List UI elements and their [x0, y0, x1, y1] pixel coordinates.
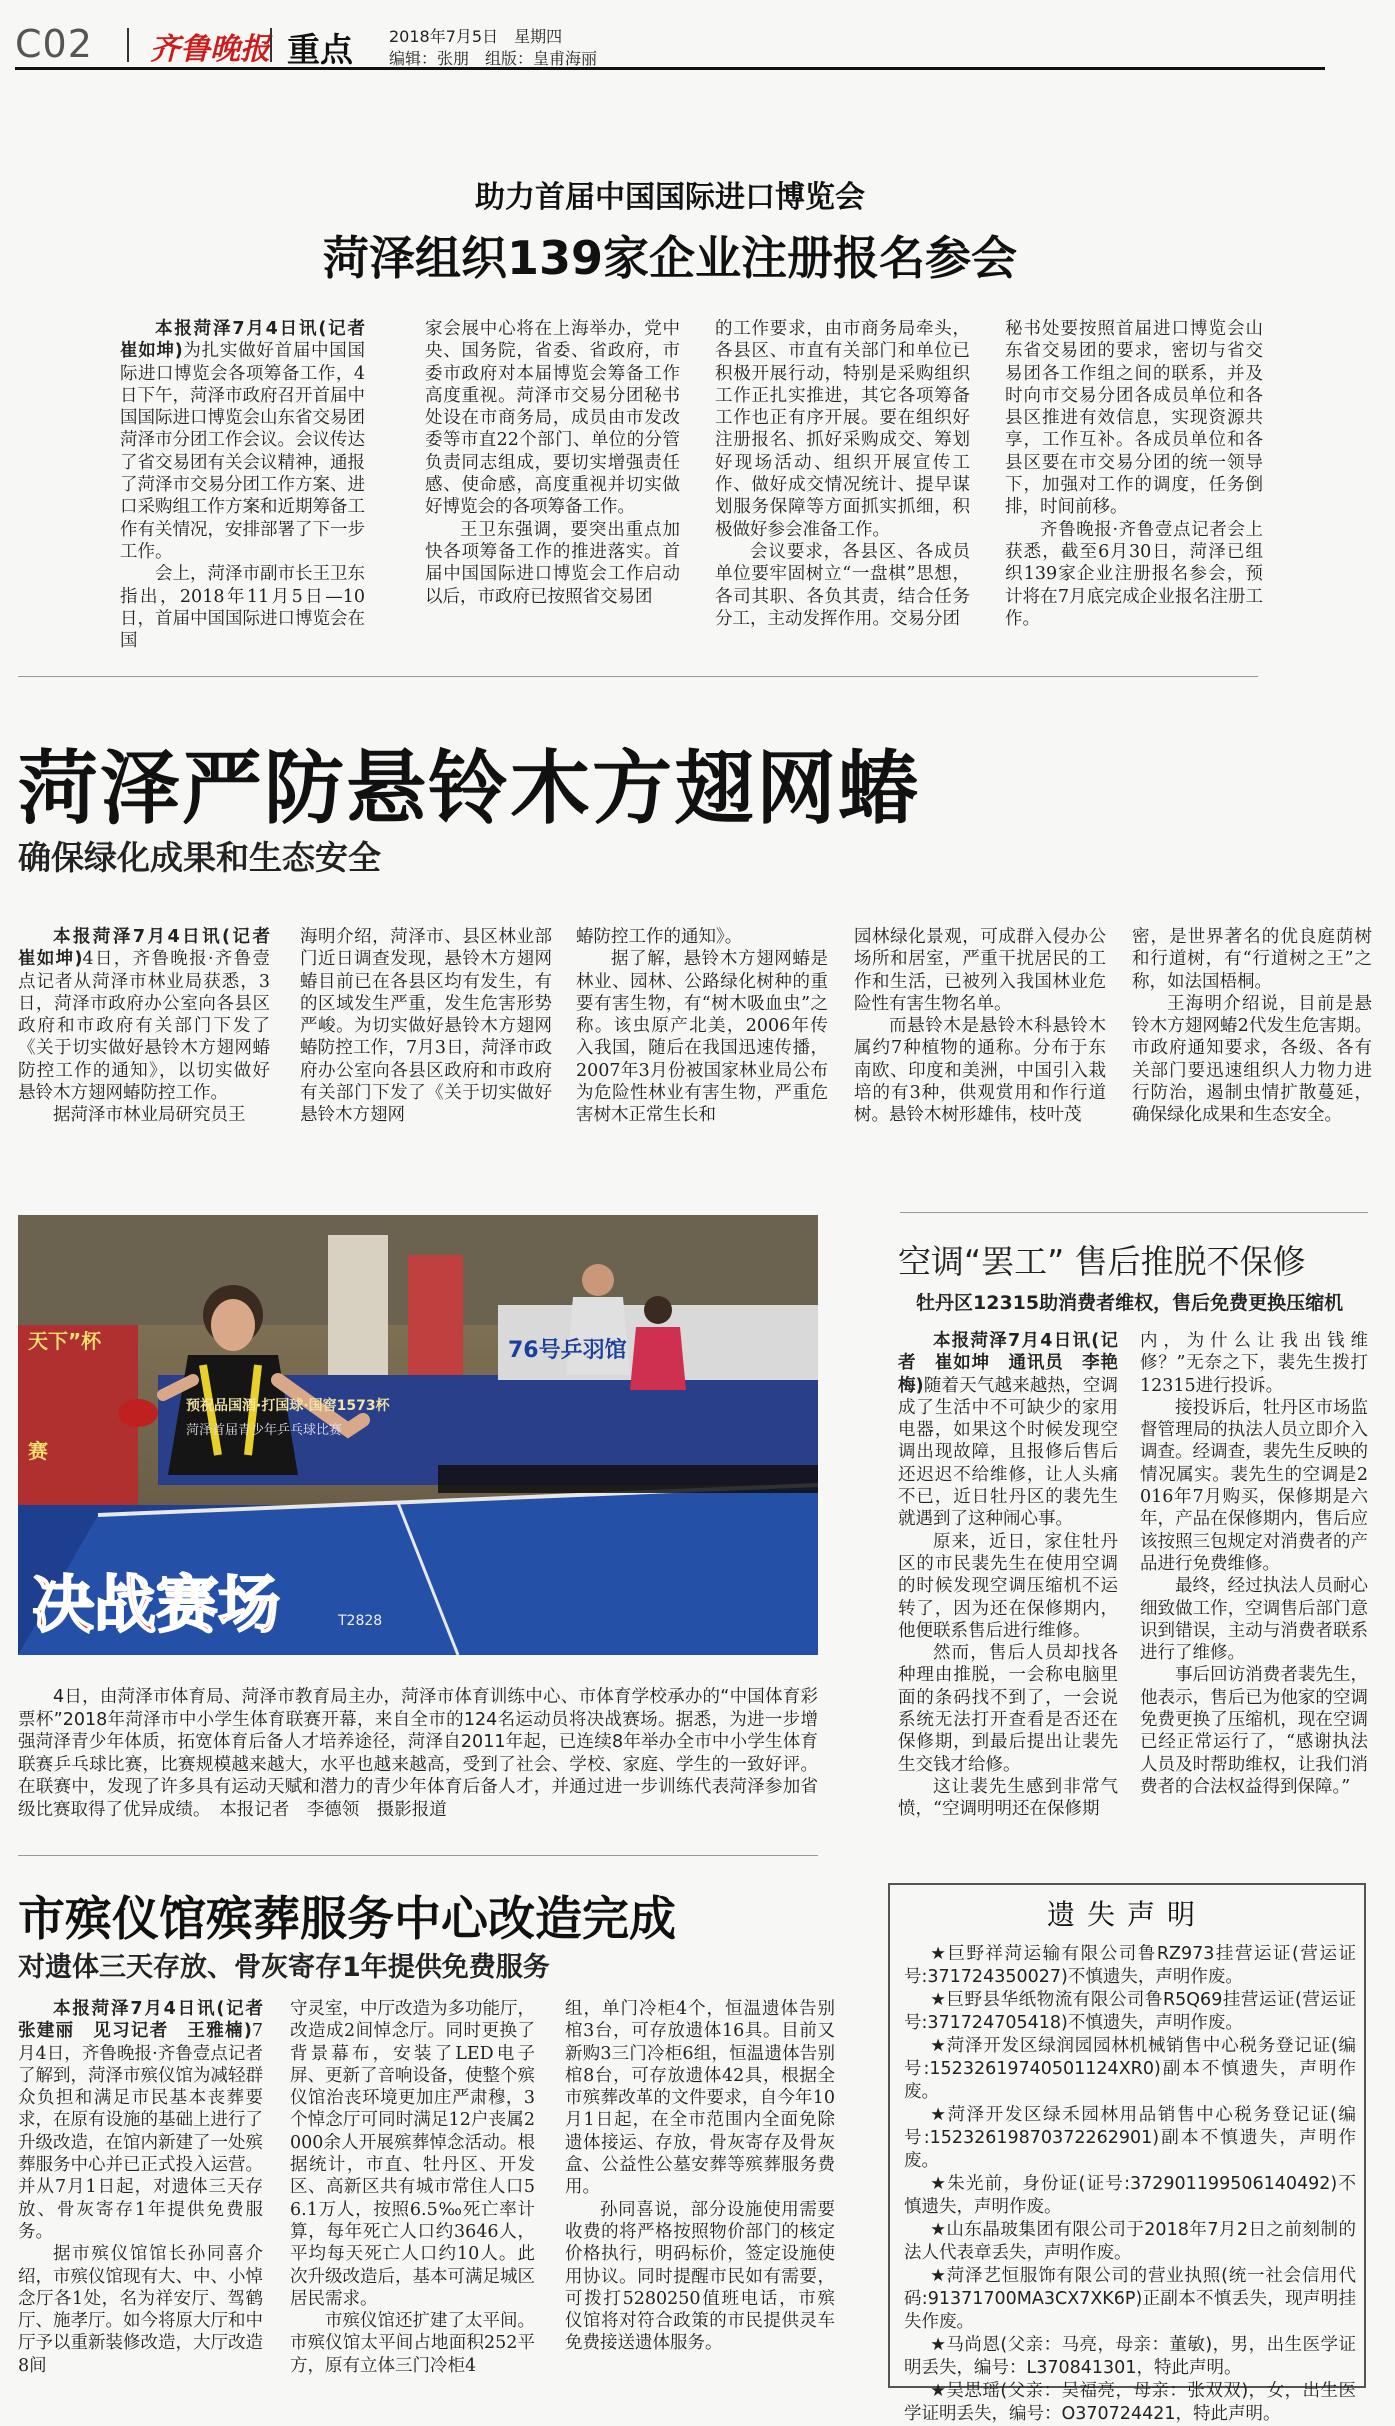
- story4-byline: 本报菏泽7月4日讯(记者 张建丽 见习记者 王雅楠): [18, 1999, 281, 2042]
- story4-column-3: 组，单门冷柜4个，恒温遗体告别棺3台，可存放遗体16具。目前又新购3三门冷柜6组，恒温遗体告别棺8台，可存放遗体42具，根据全市殡葬改革的文件要求，自今年10月1日起，在全市范围内全面免除遗体接运、存放，骨灰寄存及骨灰盒、公益性公墓安葬等殡葬服务费用。 孙同喜说，部分设施使用需要收费的将严格按照物价部门的核定价格执行，明码标价，签定设施使用协议。同时提醒市民如有需要，可拨打5280250值班电话，市殡仪馆将对符合政策的市民提供灵车免费接送遗体服务。: [565, 1999, 835, 2354]
- story1-byline: 本报菏泽7月4日讯(记者 崔如坤): [120, 319, 383, 362]
- story4-column-1: 本报菏泽7月4日讯(记者 张建丽 见习记者 王雅楠)7月4日，齐鲁晚报·齐鲁壹点记者了解到，菏泽市殡仪馆为减轻群众负担和满足市民基本丧葬要求，在原有设施的基础上进行了升级改造，在馆内新建了一处殡葬服务中心并已正式投入运营。并从7月1日起，对遗体三天存放、骨灰寄存1年提供免费服务。 据市殡仪馆馆长孙同喜介绍，市殡仪馆现有大、中、小悼念厅各1处，名为祥安厅、驾鹤厅、施孝厅。如今将原大厅和中厅予以重新装修改造，大厅改造8间: [18, 1999, 281, 2376]
- page-header: [15, 22, 1325, 70]
- venue-sign: 76号乒羽馆: [508, 1338, 627, 1363]
- story4-headline: 市殡仪馆殡葬服务中心改造完成: [18, 1892, 676, 1947]
- racket: [118, 1399, 158, 1427]
- story1-column-3: 的工作要求，由市商务局牵头，各县区、市直有关部门和单位已积极开展行动，特别是采购组织工作正扎实推进，其它各项筹备工作也正有序开展。要在组织好注册报名、抓好采购成交、筹划好现场活动、组织开展宣传工作、做好成交情况统计、提早谋划服务保障等方面抓实抓细，积极做好参会准备工作。 会议要求，各县区、各成员单位要牢固树立“一盘棋”思想，各司其职、各负其责，结合任务分工，主动发挥作用。交易分团: [715, 319, 970, 629]
- story4-column-2: 守灵室，中厅改造为多功能厅，改造成2间悼念厅。同时更换了背景幕布，安装了LED电子屏、更新了音响设备，使整个殡仪馆治丧环境更加庄严肃穆，3个悼念厅可同时满足12户丧属2000余人开展殡葬悼念活动。根据统计，市直、牡丹区、开发区、高新区共有城市常住人口56.1万人，按照6.5‰死亡率计算，每年死亡人口约3646人，平均每天死亡人口约10人。此次升级改造后，基本可满足城区居民需求。 市殡仪馆还扩建了太平间。市殡仪馆太平间占地面积252平方，原有立体三门冷柜4: [290, 1999, 535, 2376]
- notice-item: ★马尚恩(父亲：马亮，母亲：董敏)，男，出生医学证明丢失，编号：L370841301，特此声明。: [904, 2335, 1356, 2378]
- flag-text: 天下”杯: [28, 1329, 102, 1353]
- section-divider: [18, 676, 1258, 677]
- section-name: 重点: [287, 30, 353, 69]
- story2-column-2: 海明介绍，菏泽市、县区林业部门近日调查发现，悬铃木方翅网蝽目前已在各县区均有发生，有的区域发生严重，发生危害形势严峻。为切实做好悬铃木方翅网蝽防控工作，7月3日，菏泽市政府办公室向各县区政府和市政府有关部门下发了《关于切实做好悬铃木方翅网: [300, 927, 552, 1126]
- lost-notice-box: [888, 1883, 1366, 2424]
- story3-top-rule: [900, 1212, 1368, 1213]
- editor-credits: 编辑：张朋 组版：皇甫海丽: [389, 49, 598, 68]
- story3-byline: 本报菏泽7月4日讯(记者 崔如坤 通讯员 李艳梅): [898, 1331, 1118, 1396]
- table-code: T2828: [338, 1613, 383, 1629]
- notice-list: [904, 1943, 1356, 2426]
- story1-column-2: 家会展中心将在上海举办，党中央、国务院，省委、省政府，市委市政府对本届博览会筹备工作高度重视。菏泽市交易分团秘书处设在市商务局，成员由市发改委等市直22个部门、单位的分管负责同志组成，要切实增强责任感、使命感，高度重视并切实做好博览会的各项筹备工作。 王卫东强调，要突出重点加快各项筹备工作的推进落实。首届中国国际进口博览会工作启动以后，市政府已按照省交易团: [425, 319, 680, 607]
- table-net: [438, 1465, 818, 1493]
- story2-column-3: 蝽防控工作的通知》。 据了解，悬铃木方翅网蝽是林业、园林、公路绿化树种的重要有害生物，有“树木吸血虫”之称。该虫原产北美，2006年传入我国，随后在我国迅速传播，2007年3月份被国家林业局公布为危险性林业有害生物，严重危害树木正常生长和: [576, 927, 828, 1126]
- notice-item: ★山东晶玻集团有限公司于2018年7月2日之前刻制的法人代表章丢失，声明作废。: [904, 2220, 1356, 2263]
- header-divider: [270, 28, 272, 62]
- notice-item: ★朱光前，身份证(证号:372901199506140492)不慎遗失，声明作废。: [904, 2174, 1356, 2217]
- story2-headline: 菏泽严防悬铃木方翅网蝽: [18, 742, 920, 835]
- paper-logo: 齐鲁晚报: [150, 32, 270, 67]
- notice-item: ★吴思瑶(父亲：吴福亮，母亲：张双双)，女，出生医学证明丢失，编号：O370724421，特此声明。: [904, 2381, 1356, 2424]
- story2-column-5: 密，是世界著名的优良庭荫树和行道树，有“行道树之王”之称，如法国梧桐。 王海明介绍说，目前是悬铃木方翅网蝽2代发生危害期。市政府通知要求，各级、各有关部门要迅速组织人力物力进行防治，遏制虫情扩散蔓延，确保绿化成果和生态安全。: [1132, 927, 1372, 1126]
- notice-item: ★菏泽开发区绿润园园林机械销售中心税务登记证(编号:15232619740501124XR0)副本不慎遗失，声明作废。: [904, 2036, 1356, 2102]
- story3-column-1: 本报菏泽7月4日讯(记者 崔如坤 通讯员 李艳梅)随着天气越来越热，空调成了生活中不可缺少的家用电器，如果这个时候发现空调出现故障，且报修后售后还迟迟不给维修，让人头痛不已，近日牡丹区的裴先生就遇到了这种闹心事。 原来，近日，家住牡丹区的市民裴先生在使用空调的时候发现空调压缩机不运转了，因为还在保修期内，他便联系售后进行维修。 然而，售后人员却找各种理由推脱，一会称电脑里面的条码找不到了，一会说系统无法打开查看是否还在保修期，到最后提出让裴先生交钱才给修。 这让裴先生感到非常气愤，“空调明明还在保修期: [898, 1331, 1119, 1820]
- story4-subhead: 对遗体三天存放、骨灰寄存1年提供免费服务: [18, 1952, 550, 1983]
- photo-title-overlay: 决战赛场: [32, 1568, 281, 1641]
- notice-title: 遗失声明: [1046, 1898, 1207, 1931]
- story1-column-1: 本报菏泽7月4日讯(记者 崔如坤)为扎实做好首届中国国际进口博览会各项筹备工作，4日下午，菏泽市政府召开首届中国国际进口博览会山东省交易团菏泽市分团工作会议。会议传达了省交易团有关会议精神，通报了菏泽市交易分团工作方案、进口采购组工作方案和近期筹备工作有关情况，安排部署了下一步工作。 会上，菏泽市副市长王卫东指出，2018年11月5日—10日，首届中国国际进口博览会在国: [120, 319, 383, 652]
- issue-date: 2018年7月5日 星期四: [389, 27, 563, 46]
- story2-column-1: 本报菏泽7月4日讯(记者 崔如坤)4日，齐鲁晚报·齐鲁壹点记者从菏泽市林业局获悉，3日，菏泽市政府办公室向各县区政府和市政府有关部门下发了《关于切实做好悬铃木方翅网蝽防控工作的通知》，以切实做好悬铃木方翅网蝽防控工作。 据菏泽市林业局研究员王: [18, 927, 288, 1126]
- banner-subtext: 菏泽首届青少年乒乓球比赛: [186, 1423, 343, 1438]
- flag-text-2: 赛: [28, 1439, 48, 1463]
- story2-byline: 本报菏泽7月4日讯(记者 崔如坤): [18, 927, 288, 970]
- player-jersey: [168, 1355, 298, 1475]
- photo-caption: 4日，由菏泽市体育局、菏泽市教育局主办，菏泽市体育训练中心、市体育学校承办的“中国体育彩票杯”2018年菏泽市中小学生体育联赛开幕，来自全市的124名运动员将决战赛场。据悉，为进一步增强菏泽青少年体质，拓宽体育后备人才培养途径，菏泽自2011年起，已连续8年举办全市中小学生体育联赛乒乓球比赛，比赛规模越来越大，水平也越来越高，受到了社会、学校、家庭、学生的一致好评。在联赛中，发现了许多具有运动天赋和潜力的青少年体育后备人才，并通过进一步训练代表菏泽参加省级比赛取得了优异成绩。 本报记者 李德领 摄影报道: [18, 1687, 818, 1820]
- notice-item: ★菏泽艺恒服饰有限公司的营业执照(统一社会信用代码:91371700MA3CX7XK6P)正副本不慎丢失，现声明挂失作废。: [904, 2266, 1356, 2332]
- page-code: C02: [15, 22, 93, 66]
- notice-item: ★菏泽开发区绿禾园林用品销售中心税务登记证(编号:15232619870372262901)副本不慎遗失，声明作废。: [904, 2105, 1356, 2171]
- table-tennis-photo: [18, 1215, 818, 1655]
- notice-item: ★巨野县华纸物流有限公司鲁R5Q69挂营运证(营运证号:371724705418)不慎遗失，声明作废。: [904, 1990, 1356, 2033]
- story1-kicker: 助力首届中国国际进口博览会: [475, 180, 865, 215]
- banner-text: 预祝品国酒·打国球·国窖1573杯: [186, 1398, 390, 1414]
- notice-item: ★巨野祥菏运输有限公司鲁RZ973挂营运证(营运证号:371724350027)不慎遗失，声明作废。: [904, 1944, 1356, 1987]
- story3-column-2: 内，为什么让我出钱维修？”无奈之下，裴先生拨打12315进行投诉。 接投诉后，牡丹区市场监督管理局的执法人员立即介入调查。经调查，裴先生反映的情况属实。裴先生的空调是2016年7月购买，保修期是六年，产品在保修期内，售后应该按照三包规定对消费者的产品进行免费维修。 最终，经过执法人员耐心细致做工作，空调售后部门意识到错误，主动与消费者联系进行了维修。 事后回访消费者裴先生，他表示，售后已为他家的空调免费更换了压缩机，现在空调已经正常运行了，“感谢执法人员及时帮助维权，让我们消费者的合法权益得到保障。”: [1140, 1331, 1368, 1797]
- header-divider: [127, 28, 129, 62]
- story1-headline: 菏泽组织139家企业注册报名参会: [322, 231, 1018, 285]
- story2-subhead: 确保绿化成果和生态安全: [18, 838, 381, 877]
- story1-column-4: 秘书处要按照首届进口博览会山东省交易团的要求，密切与省交易团各工作组之间的联系，并及时向市交易分团各成员单位和各县区推进有效信息，实现资源共享，工作互补。各成员单位和各县区要在市交易分团的统一领导下，加强对工作的调度，任务倒排，时间前移。 齐鲁晚报·齐鲁壹点记者会上获悉，截至6月30日，菏泽已组织139家企业注册报名参会，预计将在7月底完成企业报名注册工作。: [1005, 319, 1263, 629]
- story3-subhead: 牡丹区12315助消费者维权，售后免费更换压缩机: [916, 1292, 1344, 1314]
- story3-headline: 空调“罢工” 售后推脱不保修: [898, 1242, 1306, 1281]
- photo-credit: 本报记者 李德领 摄影报道: [219, 1799, 447, 1820]
- section-divider: [18, 1855, 818, 1856]
- story2-column-4: 园林绿化景观，可成群入侵办公场所和居室，严重干扰居民的工作和生活，已被列入我国林业危险性有害生物名单。 而悬铃木是悬铃木科悬铃木属约7种植物的通称。分布于东南欧、印度和美洲，中国引入栽培的有3种，供观赏用和作行道树。悬铃木树形雄伟，枝叶茂: [854, 927, 1106, 1126]
